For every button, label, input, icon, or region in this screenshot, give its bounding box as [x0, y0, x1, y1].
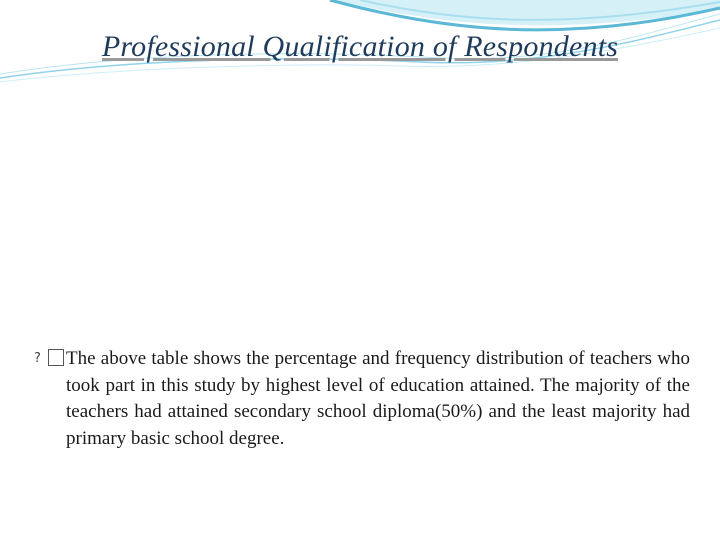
body-paragraph — [48, 346, 690, 452]
missing-glyph-box-icon — [48, 349, 64, 366]
slide-title: Professional Qualification of Respondents — [101, 30, 619, 63]
paragraph-text: The above table shows the percentage and frequency distribution of teachers who took part in this study by highest level of education attained. The majority of the teachers had attained secondary school diploma(50%) and the least majority had primary basic school degree. — [66, 348, 690, 449]
